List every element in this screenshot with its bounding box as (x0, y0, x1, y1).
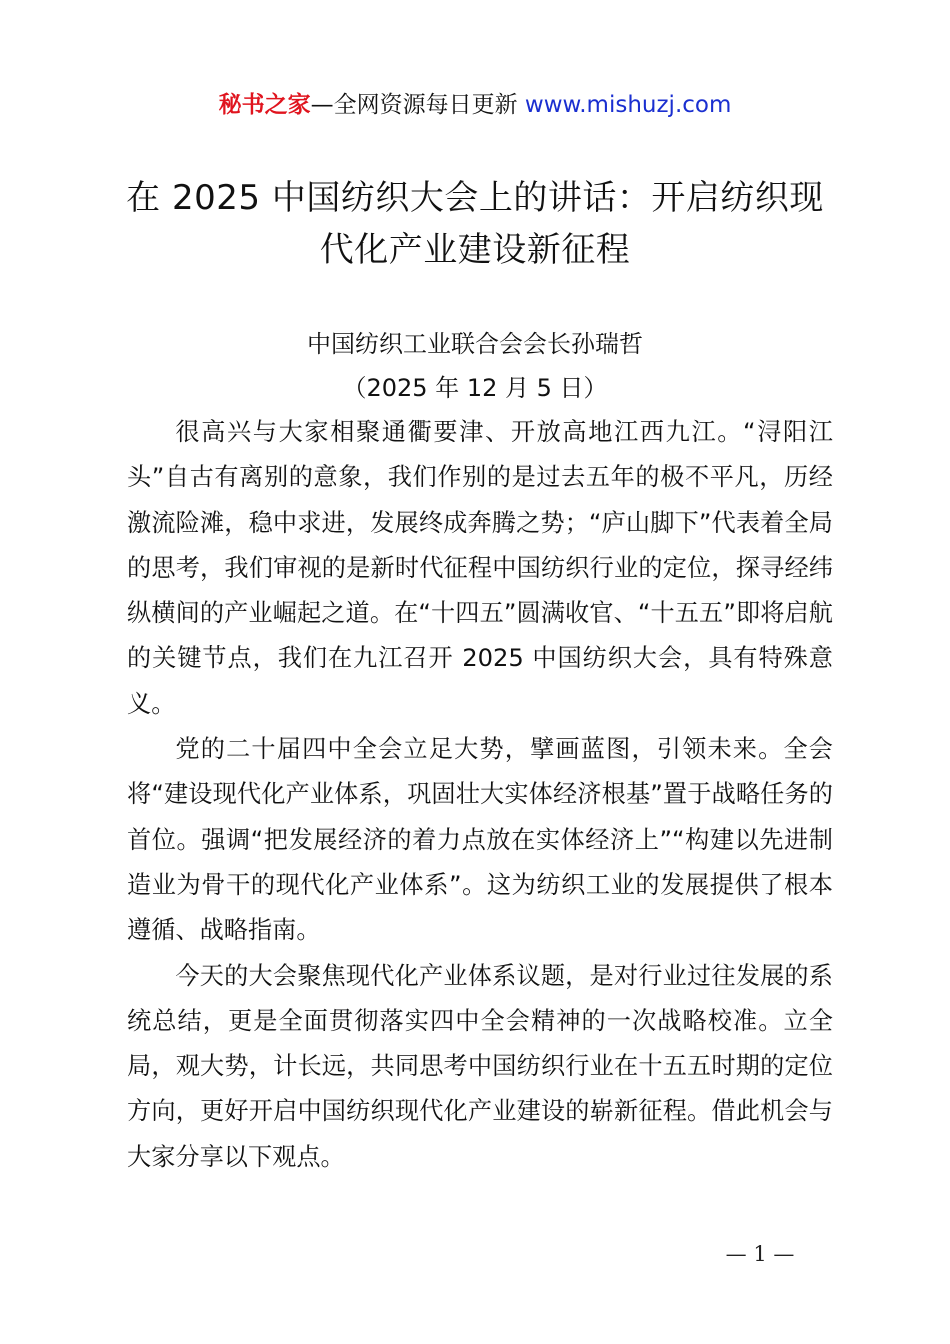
document-title: 在 2025 中国纺织大会上的讲话：开启纺织现代化产业建设新征程 (126, 178, 824, 270)
banner-slogan: —全网资源每日更新 (310, 92, 525, 118)
speaker-byline: 中国纺织工业联合会会长孙瑞哲 (307, 330, 643, 358)
body-paragraph: 很高兴与大家相聚通衢要津、开放高地江西九江。“浔阳江头”自古有离别的意象，我们作别的是过去五年的极不平凡，历经激流险滩，稳中求进，发展终成奔腾之势；“庐山脚下”代表着全局的思考，我们审视的是新时代征程中国纺织行业的定位，探寻经纬纵横间的产业崛起之道。在“十四五”圆满收官、“十五五”即将启航的关键节点，我们在九江召开 2025 中国纺织大会，具有特殊意义。 (127, 418, 833, 718)
body-paragraph: 今天的大会聚焦现代化产业体系议题，是对行业过往发展的系统总结，更是全面贯彻落实四中全会精神的一次战略校准。立全局，观大势，计长远，共同思考中国纺织行业在十五五时期的定位方向，更好开启中国纺织现代化产业建设的崭新征程。借此机会与大家分享以下观点。 (127, 961, 833, 1171)
speech-body (127, 410, 833, 1180)
brand-name: 秘书之家 (218, 92, 311, 118)
site-banner (0, 88, 950, 122)
body-paragraph: 党的二十届四中全会立足大势，擘画蓝图，引领未来。全会将“建设现代化产业体系，巩固壮大实体经济根基”置于战略任务的首位。强调“把发展经济的着力点放在实体经济上”“构建以先进制造业为骨干的现代化产业体系”。这为纺织工业的发展提供了根本遵循、战略指南。 (127, 735, 833, 945)
site-url-link[interactable]: www.mishuzj.com (524, 92, 732, 118)
speech-date: （2025 年 12 月 5 日） (342, 374, 608, 402)
page-number: — 1 — (725, 1242, 795, 1266)
